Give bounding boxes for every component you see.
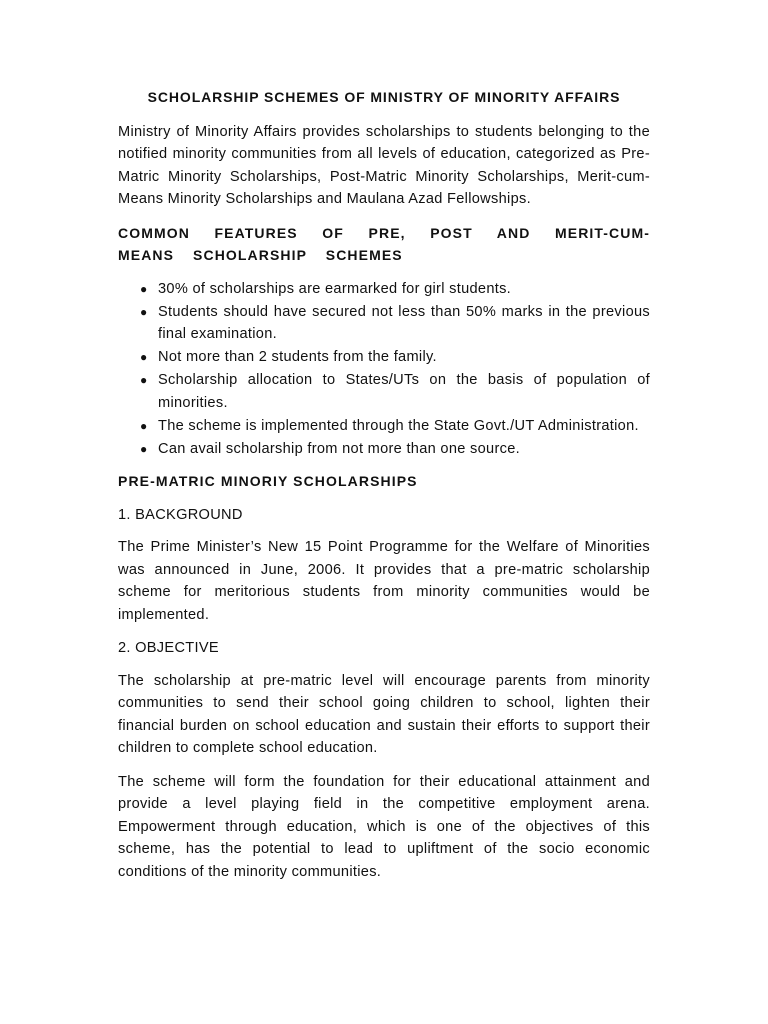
common-features-list <box>118 278 650 461</box>
document-page <box>118 86 650 894</box>
bullet-icon: ● <box>140 350 148 364</box>
background-paragraph: The Prime Minister’s New 15 Point Programme for the Welfare of Minorities was announced in June, 2006. It provides that a pre-matric scholarship scheme for meritorious students from minority communities would be implemented. <box>118 539 650 623</box>
background-heading: 1. BACKGROUND <box>118 506 243 523</box>
list-item: ● 30% of scholarships are earmarked for girl students. <box>118 278 650 301</box>
intro-paragraph: Ministry of Minority Affairs provides scholarships to students belonging to the notified minority communities from all levels of education, categorized as Pre-Matric Minority Scholarships, Post-Matric Minority Scholarships, Merit-cum-Means Minority Scholarships and Maulana Azad Fellowships. <box>118 123 650 207</box>
common-features-heading: COMMON FEATURES OF PRE, POST AND MERIT-CUM-MEANS SCHOLARSHIP SCHEMES <box>118 224 650 263</box>
list-item: ● Can avail scholarship from not more than one source. <box>118 438 650 461</box>
bullet-icon: ● <box>140 281 148 296</box>
list-item: ● The scheme is implemented through the State Govt./UT Administration. <box>118 415 650 438</box>
pre-matric-heading: PRE-MATRIC MINORIY SCHOLARSHIPS <box>118 473 418 489</box>
bullet-icon: ● <box>140 441 148 456</box>
bullet-icon: ● <box>140 304 148 319</box>
objective-paragraph-2: The scheme will form the foundation for their educational attainment and provide a level playing field in the competitive employment arena. Empowerment through education, which is one of the objectives of this scheme, has the potential to lead to upliftment of the socio economic conditions of the minority communities. <box>118 773 650 880</box>
document-title: SCHOLARSHIP SCHEMES OF MINISTRY OF MINORITY AFFAIRS <box>147 89 621 105</box>
bullet-icon: ● <box>140 373 148 387</box>
list-item: ● Not more than 2 students from the family. <box>118 346 650 369</box>
list-item: ● Scholarship allocation to States/UTs on the basis of population of minorities. <box>118 369 650 414</box>
objective-heading: 2. OBJECTIVE <box>118 640 219 656</box>
bullet-icon: ● <box>140 418 148 433</box>
list-item: ● Students should have secured not less than 50% marks in the previous final examination. <box>118 301 650 346</box>
objective-paragraph-1: The scholarship at pre-matric level will encourage parents from minority communities to send their school going children to school, lighten their financial burden on school education and sustain their efforts to support their children to complete school education. <box>118 672 650 756</box>
